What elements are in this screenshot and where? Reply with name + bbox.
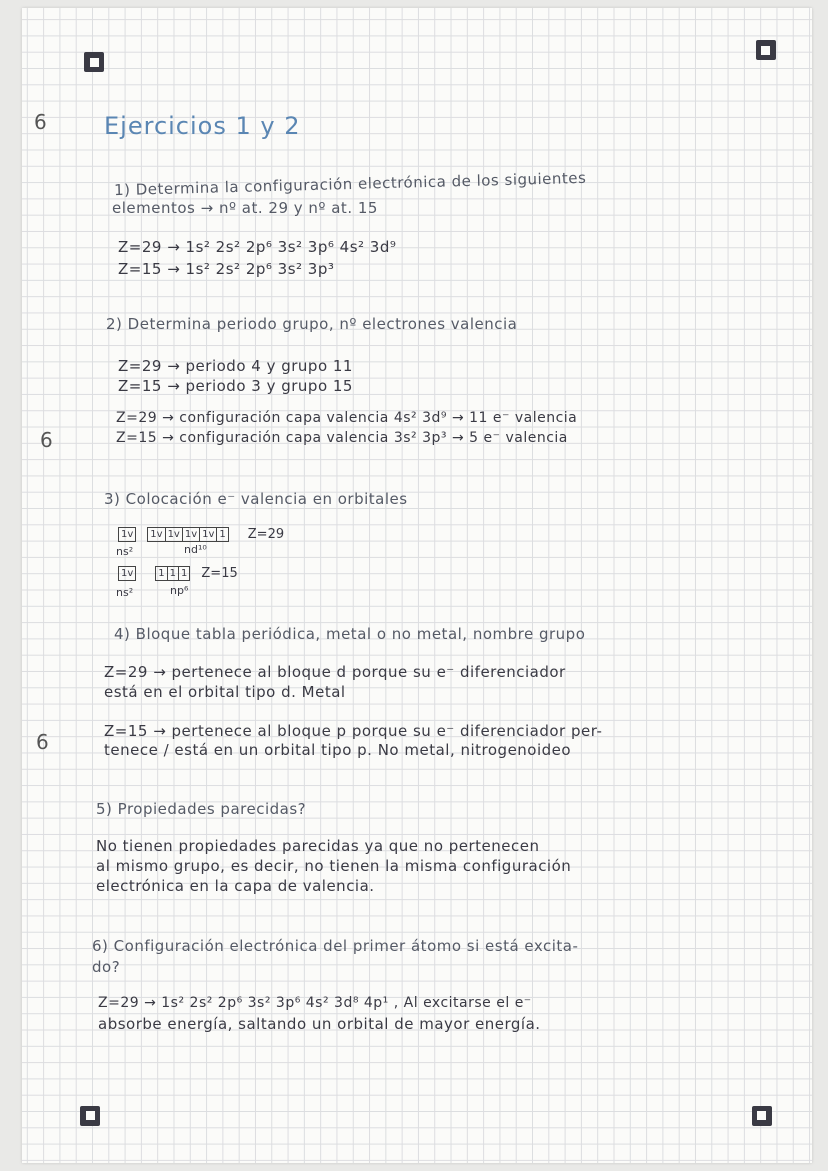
orbital-diagram-z29 (118, 527, 284, 542)
orbital-label: Z=15 (201, 566, 238, 581)
q5-line: No tienen propiedades parecidas ya que no pertenecen (96, 837, 540, 855)
orbital-box-d: 1v (182, 527, 200, 542)
orbital-label: Z=29 (247, 527, 285, 542)
q1-heading-cont: elementos → nº at. 29 y nº at. 15 (112, 199, 378, 217)
q4-line: tenece / está en un orbital tipo p. No metal, nitrogenoideo (104, 741, 572, 759)
q5-heading: 5) Propiedades parecidas? (96, 800, 307, 818)
q1-line: Z=29 → 1s² 2s² 2p⁶ 3s² 3p⁶ 4s² 3d⁹ (118, 238, 397, 256)
q6-heading: 6) Configuración electrónica del primer átomo si está excita- (92, 937, 579, 955)
corner-mark-top-right-icon (756, 40, 776, 60)
corner-mark-bottom-left-icon (80, 1106, 100, 1126)
q4-line: Z=15 → pertenece al bloque p porque su e⁻ diferenciador per- (104, 722, 603, 740)
orbital-box-p: 1 (155, 566, 167, 581)
q1-heading: 1) Determina la configuración electrónica de los siguientes (113, 168, 587, 200)
orbital-box-d: 1v (165, 527, 183, 542)
corner-mark-top-left-icon (84, 52, 104, 72)
orbital-box-p: 1 (178, 566, 190, 581)
q4-line: Z=29 → pertenece al bloque d porque su e⁻ diferenciador (104, 663, 566, 681)
q3-heading: 3) Colocación e⁻ valencia en orbitales (104, 490, 408, 508)
q4-heading: 4) Bloque tabla periódica, metal o no metal, nombre grupo (114, 625, 586, 643)
q2-heading: 2) Determina periodo grupo, nº electrones valencia (106, 315, 518, 333)
orbital-sublabel: ns² (116, 545, 134, 558)
q6-line: Z=29 → 1s² 2s² 2p⁶ 3s² 3p⁶ 4s² 3d⁸ 4p¹ , Al excitarse el e⁻ (98, 995, 532, 1011)
orbital-box-p: 1 (167, 566, 179, 581)
orbital-sublabel: np⁶ (170, 584, 189, 597)
margin-mark: 6 (34, 110, 47, 134)
q2-line: Z=15 → configuración capa valencia 3s² 3p³ → 5 e⁻ valencia (116, 430, 568, 446)
corner-mark-bottom-right-icon (752, 1106, 772, 1126)
q2-line: Z=29 → configuración capa valencia 4s² 3d⁹ → 11 e⁻ valencia (116, 410, 578, 426)
q5-line: al mismo grupo, es decir, no tienen la misma configuración (96, 857, 572, 875)
orbital-diagram-z15 (118, 566, 238, 581)
q6-line: absorbe energía, saltando un orbital de mayor energía. (98, 1015, 541, 1033)
margin-mark: 6 (40, 428, 53, 452)
q1-line: Z=15 → 1s² 2s² 2p⁶ 3s² 3p³ (118, 260, 335, 278)
orbital-box-s: 1v (118, 566, 136, 581)
orbital-box-d: 1v (199, 527, 217, 542)
orbital-box-d: 1 (216, 527, 228, 542)
q4-line: está en el orbital tipo d. Metal (104, 683, 346, 701)
q2-line: Z=15 → periodo 3 y grupo 15 (118, 377, 353, 395)
margin-mark: 6 (36, 730, 49, 754)
page-title: Ejercicios 1 y 2 (104, 112, 301, 140)
orbital-sublabel: ns² (116, 586, 134, 599)
q5-line: electrónica en la capa de valencia. (96, 877, 375, 895)
q6-heading-cont: do? (92, 958, 121, 976)
orbital-box-d: 1v (147, 527, 165, 542)
q2-line: Z=29 → periodo 4 y grupo 11 (118, 357, 353, 375)
orbital-sublabel: nd¹⁰ (184, 543, 207, 556)
orbital-box-s: 1v (118, 527, 136, 542)
